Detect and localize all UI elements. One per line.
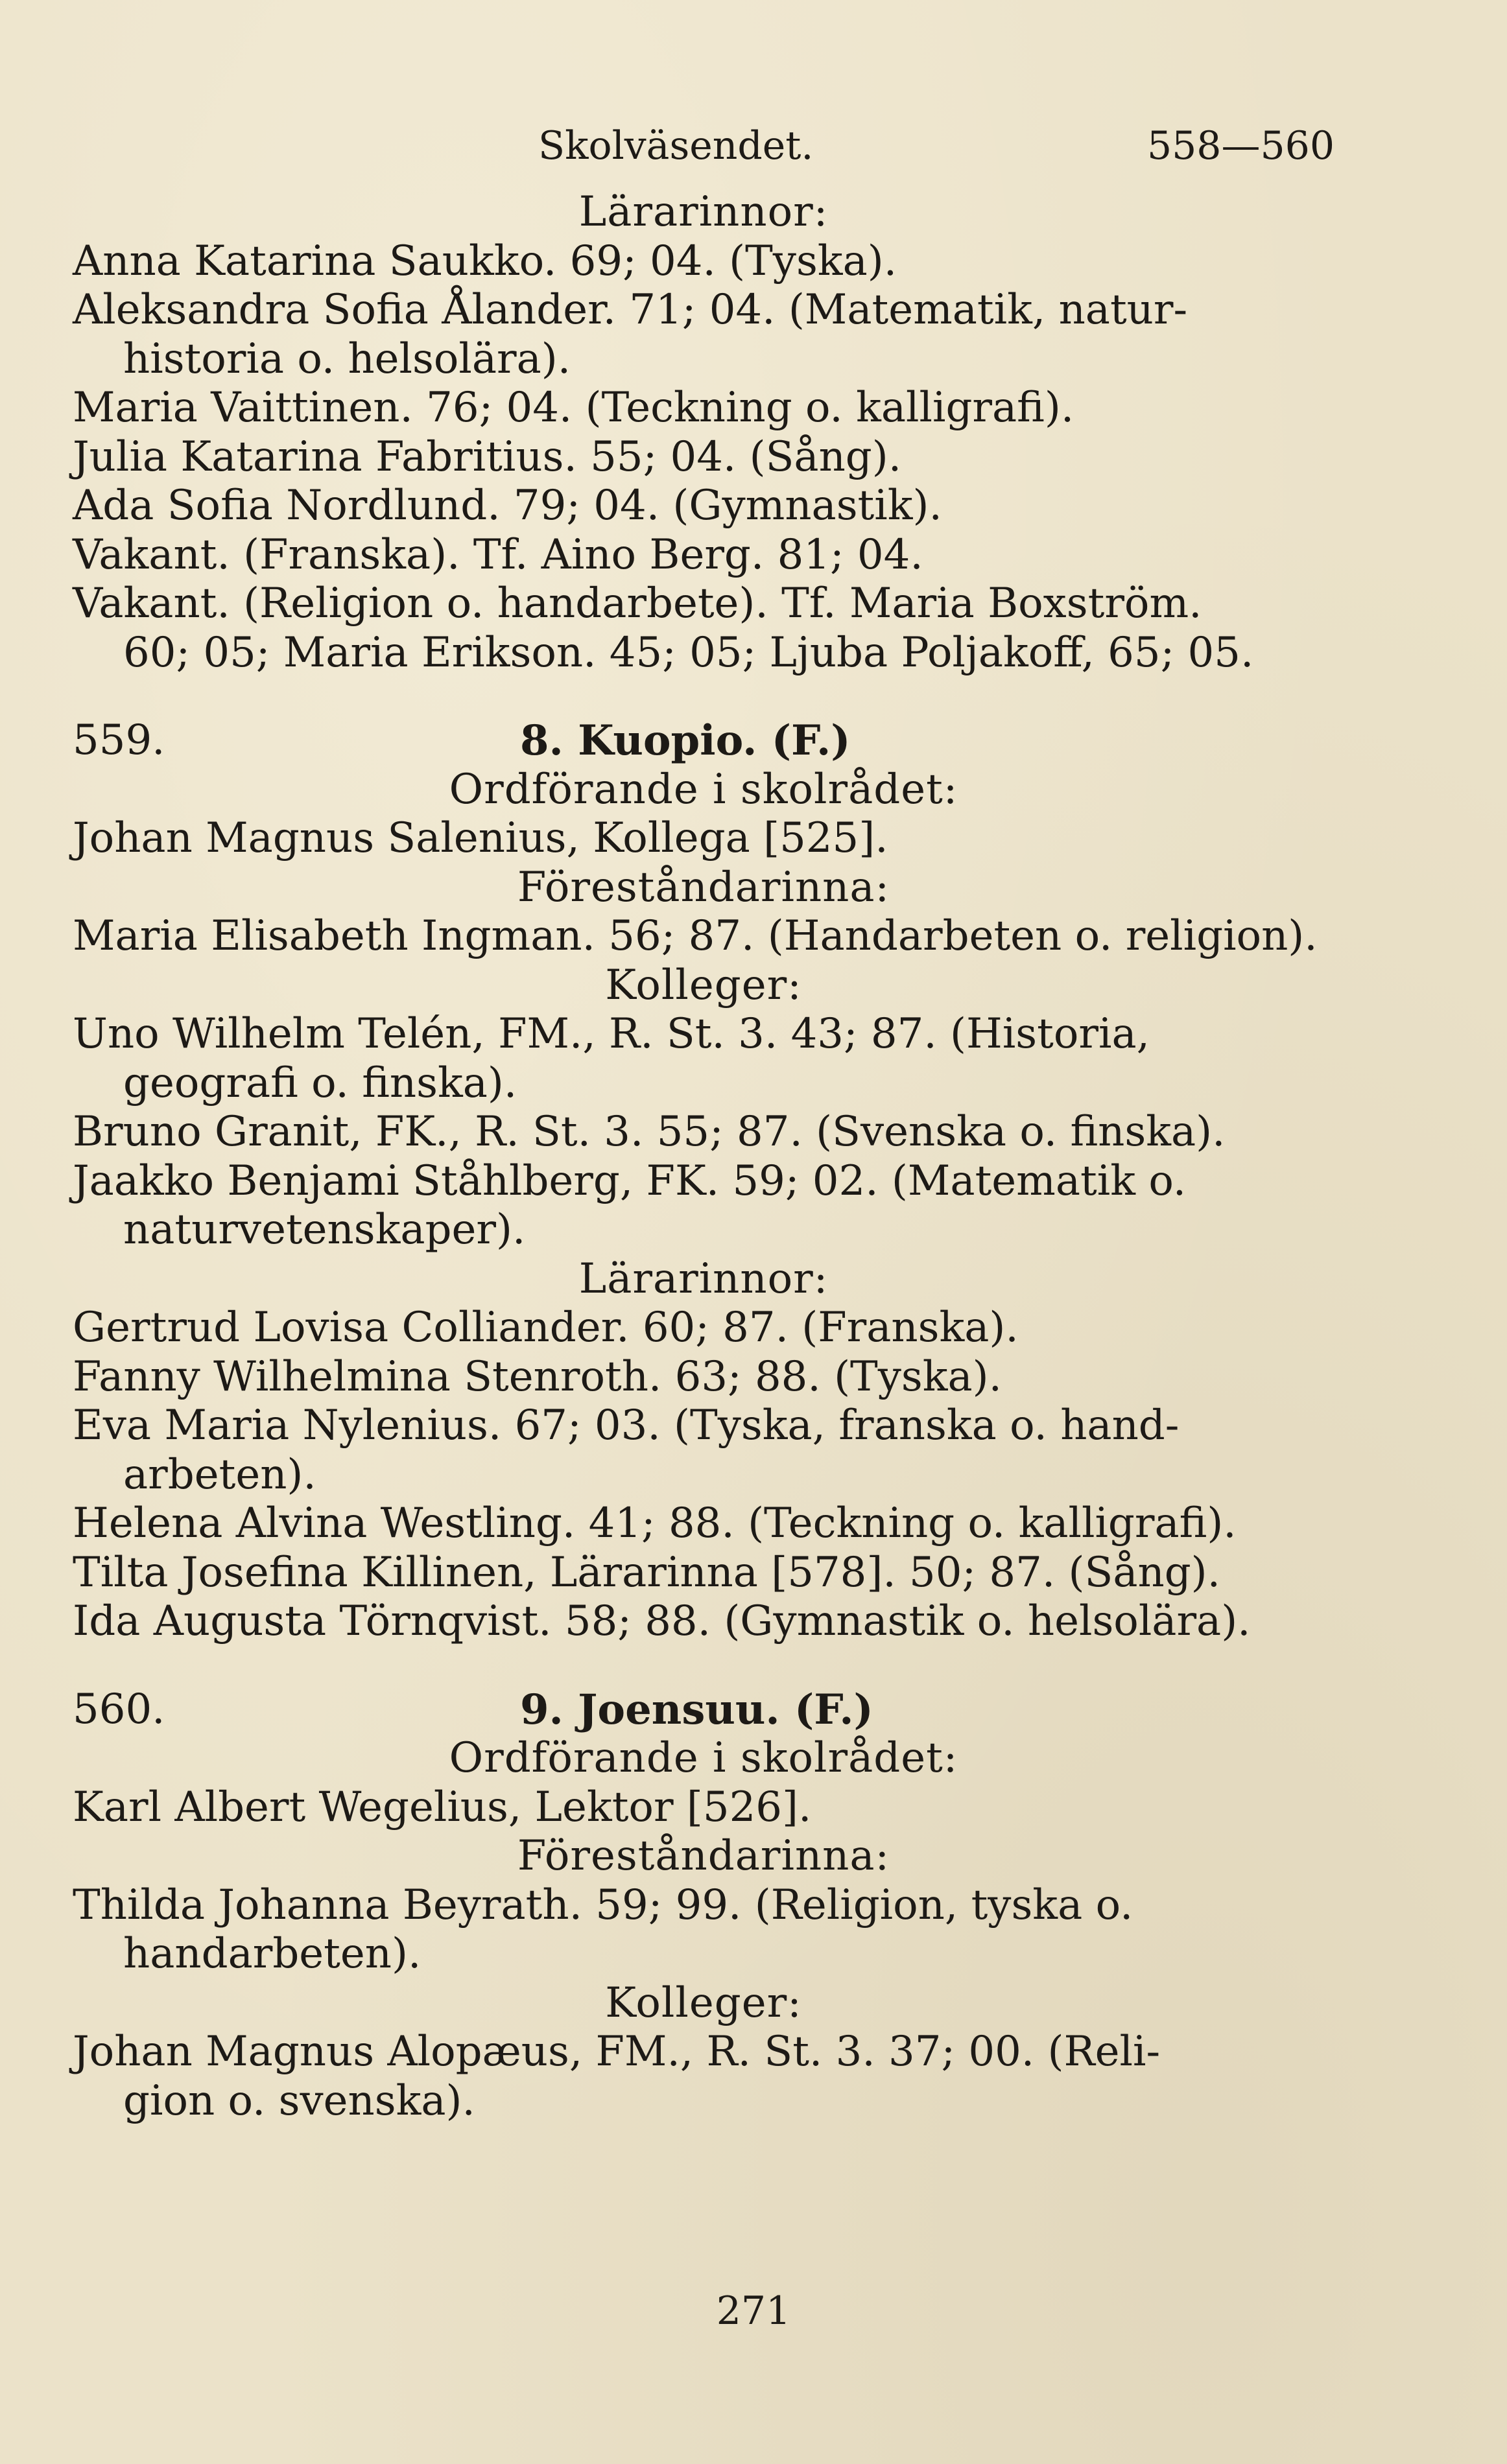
entry-line: Aleksandra Sofia Ålander. 71; 04. (Matematik, natur- bbox=[73, 286, 1188, 334]
head-entry-continued: handarbeten). bbox=[123, 1930, 421, 1978]
head-heading: Föreståndarinna: bbox=[517, 1832, 890, 1880]
head-entry: Thilda Johanna Beyrath. 59; 99. (Religion, tyska o. bbox=[73, 1881, 1133, 1929]
page-number: 271 bbox=[716, 2288, 791, 2334]
colleagues-heading: Kolleger: bbox=[605, 961, 802, 1009]
header-section-range: 558—560 bbox=[1146, 123, 1335, 169]
entry-line-continued: 60; 05; Maria Erikson. 45; 05; Ljuba Poljakoff, 65; 05. bbox=[123, 628, 1254, 677]
entry-line: Tilta Josefina Killinen, Lärarinna [578]. 50; 87. (Sång). bbox=[73, 1548, 1220, 1597]
section-place: 9. Joensuu. (F.) bbox=[520, 1685, 873, 1734]
entry-line: Jaakko Benjami Ståhlberg, FK. 59; 02. (Matematik o. bbox=[73, 1156, 1187, 1205]
section-559-heading bbox=[73, 716, 1335, 766]
section-place: 8. Kuopio. (F.) bbox=[520, 716, 851, 765]
entry-line: Ada Sofia Nordlund. 79; 04. (Gymnastik). bbox=[73, 482, 942, 530]
entry-line: Maria Vaittinen. 76; 04. (Teckning o. kalligrafi). bbox=[73, 384, 1074, 432]
colleagues-heading: Kolleger: bbox=[605, 1978, 802, 2027]
teachers-heading: Lärarinnor: bbox=[578, 188, 829, 236]
entry-line: Helena Alvina Westling. 41; 88. (Teckning o. kalligrafi). bbox=[73, 1499, 1237, 1547]
entry-line: Uno Wilhelm Telén, FM., R. St. 3. 43; 87. (Historia, bbox=[73, 1010, 1150, 1058]
entry-line: Ida Augusta Törnqvist. 58; 88. (Gymnastik o. helsolära). bbox=[73, 1597, 1251, 1645]
entry-line: Anna Katarina Saukko. 69; 04. (Tyska). bbox=[73, 237, 897, 285]
section-number: 559. bbox=[73, 716, 165, 764]
running-header bbox=[73, 123, 1335, 188]
section-number: 560. bbox=[73, 1685, 165, 1733]
entry-line: Bruno Granit, FK., R. St. 3. 55; 87. (Svenska o. finska). bbox=[73, 1108, 1226, 1156]
entry-line-continued: naturvetenskaper). bbox=[123, 1206, 526, 1254]
entry-line-continued: historia o. helsolära). bbox=[123, 334, 571, 383]
chair-heading: Ordförande i skolrådet: bbox=[449, 765, 958, 814]
header-title: Skolväsendet. bbox=[538, 123, 814, 169]
entry-line: Eva Maria Nylenius. 67; 03. (Tyska, franska o. hand- bbox=[73, 1402, 1180, 1449]
entry-line: Julia Katarina Fabritius. 55; 04. (Sång). bbox=[73, 432, 902, 481]
chair-entry: Karl Albert Wegelius, Lektor [526]. bbox=[73, 1783, 812, 1831]
entry-line-continued: geografi o. finska). bbox=[123, 1059, 517, 1107]
page-content bbox=[73, 123, 1335, 2126]
chair-entry: Johan Magnus Salenius, Kollega [525]. bbox=[73, 814, 888, 862]
section-560-heading bbox=[73, 1685, 1335, 1735]
entry-line: Gertrud Lovisa Colliander. 60; 87. (Franska). bbox=[73, 1304, 1019, 1352]
head-entry: Maria Elisabeth Ingman. 56; 87. (Handarbeten o. religion). bbox=[73, 912, 1318, 960]
section-gap bbox=[73, 677, 1335, 716]
entry-line: Vakant. (Franska). Tf. Aino Berg. 81; 04. bbox=[73, 530, 923, 579]
head-heading: Föreståndarinna: bbox=[517, 863, 890, 911]
entry-line: Johan Magnus Alopæus, FM., R. St. 3. 37; 00. (Reli- bbox=[73, 2028, 1161, 2076]
entry-line: Vakant. (Religion o. handarbete). Tf. Maria Boxström. bbox=[73, 580, 1202, 628]
section-gap bbox=[73, 1647, 1335, 1685]
entry-line-continued: gion o. svenska). bbox=[123, 2076, 475, 2125]
entry-line: Fanny Wilhelmina Stenroth. 63; 88. (Tyska). bbox=[73, 1352, 1002, 1401]
entry-line-continued: arbeten). bbox=[123, 1450, 316, 1499]
chair-heading: Ordförande i skolrådet: bbox=[449, 1734, 958, 1782]
teachers-heading: Lärarinnor: bbox=[578, 1254, 829, 1303]
